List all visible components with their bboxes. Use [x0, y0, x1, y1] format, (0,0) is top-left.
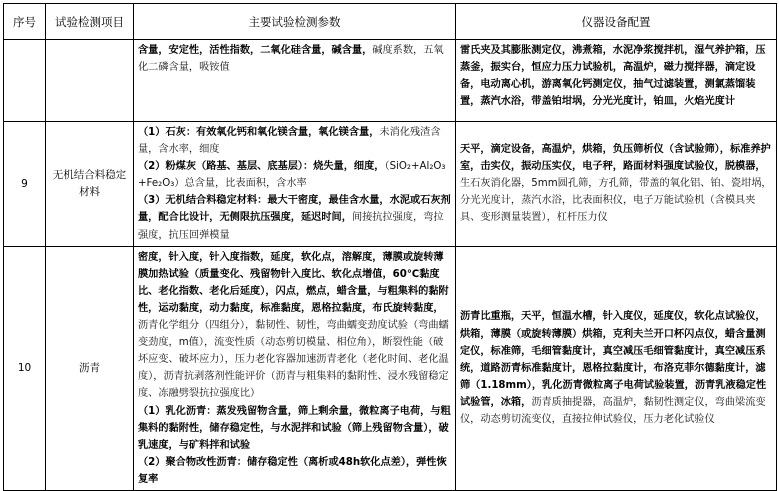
bold-text-run: （3）无机结合料稳定材料：最大干密度，最佳含水量，水泥或石灰剂量，配合比设计，无侧限抗压强度，延迟时间， [138, 195, 451, 224]
cell-paragraph [138, 42, 451, 76]
cell-paragraph [460, 141, 772, 226]
bold-text-run: 天平，滴定设备，高温炉，烘箱，负压筛析仪（含试验筛），标准养护室，击实仪，振动压实仪，电子秤，路面材料强度试验仪，脱模器， [460, 144, 771, 173]
bold-text-run: （1）石灰：有效氧化钙和氧化镁含量，氧化镁含量， [138, 127, 380, 138]
bold-text-run: （1）乳化沥青：蒸发残留物含量，筛上剩余量，微粒离子电荷，与粗集料的黏附性，储存稳定性，与水泥拌和试验（筛上残留物含量），破乳速度，与矿料拌和试验 [138, 405, 451, 451]
plain-text-run: 沥青化学组分（四组分），黏韧性、韧性，弯曲蠕变劲度试验（弯曲蠕变劲度，m值），流变性质（动态剪切模量、相位角），断裂性能（破坏应变、破坏应力），压力老化容器加速沥青老化（老化时间、老化温度），沥青抗剥落剂性能评价（沥青与粗集料的黏附性、浸水残留稳定度、冻融劈裂抗拉强度比） [138, 320, 449, 400]
row-no: 10 [4, 246, 46, 490]
row-no [4, 40, 46, 122]
header-item: 试验检测项目 [46, 4, 134, 40]
bold-text-run: 密度，针入度，针入度指数，延度，软化点，溶解度，薄膜或旋转薄膜加热试验（质量变化、残留物针入度比、软化点增值，60℃黏度比、老化指数、老化后延度），闪点，燃点，蜡含量，与粗集料的黏附性，运动黏度，动力黏度，标准黏度，恩格拉黏度，布氏旋转黏度， [138, 251, 449, 314]
cell-paragraph [138, 454, 451, 488]
bold-text-run: 含量，安定性，活性指数，二氧化硅含量，碱含量， [138, 45, 373, 56]
row-params [134, 246, 456, 490]
plain-text-run: 碱度系数，五氧化二磷含量，吸铵值 [138, 45, 444, 74]
row-item: 无机结合料稳定材料 [46, 122, 134, 247]
plain-text-run: （SiO₂+Al₂O₃+Fe₂O₃）总含量，比表面积，含水率 [138, 161, 446, 190]
cell-paragraph [138, 249, 451, 403]
cell-paragraph [460, 42, 772, 110]
row-devices [456, 40, 777, 122]
bold-text-run: 雷氏夹及其膨胀测定仪，沸煮箱，水泥净浆搅拌机，湿气养护箱，压蒸釜，振实台，恒应力压力试验机，高温炉，磁力搅拌器，滴定设备，电动离心机，游离氧化钙测定仪，抽气过滤装置，测氯蒸馏装置，蒸汽水浴，带盖铂坩埚，分光光度计，铂皿，火焰光度计 [460, 45, 766, 108]
bold-text-run: （2）聚合物改性沥青：储存稳定性（离析或48h软化点差），弹性恢复率 [138, 456, 447, 485]
plain-text-run: 沥青质抽提器，高温炉，黏韧性测定仪，弯曲梁流变仪，动态剪切流变仪，直接拉伸试验仪，压力老化试验仪 [460, 396, 766, 426]
header-params: 主要试验检测参数 [134, 4, 456, 40]
bold-text-run: 沥青比重瓶，天平，恒温水槽，针入度仪，延度仪，软化点试验仪，烘箱，薄膜（或旋转薄膜）烘箱，克利夫兰开口杯闪点仪，蜡含量测定仪，标准筛，毛细管黏度计，真空减压毛细管黏度计，真空减压系统，道路沥青标准黏度计，恩格拉黏度计，布洛克菲尔德黏度计，滤筛（1.18mm），乳化沥青微粒离子电荷试验装置，沥青乳液稳定性试验管，冰箱， [460, 311, 767, 408]
bold-text-run: （2）粉煤灰（路基、基层、底基层）：烧失量，细度， [138, 161, 385, 173]
table-row [4, 122, 777, 247]
plain-text-run: 生石灰消化器，5mm圆孔筛，方孔筛，带盖的氧化铝、铂、瓷坩埚，分光光度计，蒸汽水浴，比表面积仪，电子万能试验机（含模具夹具、变形测量装置），杠杆压力仪 [460, 178, 772, 224]
row-item [46, 40, 134, 122]
row-no: 9 [4, 122, 46, 247]
cell-paragraph [460, 308, 772, 428]
cell-paragraph [138, 192, 451, 243]
row-devices [456, 246, 777, 490]
table-header-row [4, 4, 777, 40]
test-parameters-table [3, 3, 777, 491]
row-devices [456, 122, 777, 247]
row-params [134, 40, 456, 122]
row-params [134, 122, 456, 247]
cell-paragraph [138, 158, 451, 192]
cell-paragraph [138, 124, 451, 158]
cell-paragraph [138, 403, 451, 454]
header-devices: 仪器设备配置 [456, 4, 777, 40]
plain-text-run: 未消化残渣含量，含水率，细度 [138, 127, 441, 156]
header-no: 序号 [4, 4, 46, 40]
table-row [4, 40, 777, 122]
row-item: 沥青 [46, 246, 134, 490]
plain-text-run: 间接抗拉强度，弯拉强度，抗压回弹模量 [138, 212, 444, 241]
table-row [4, 246, 777, 490]
